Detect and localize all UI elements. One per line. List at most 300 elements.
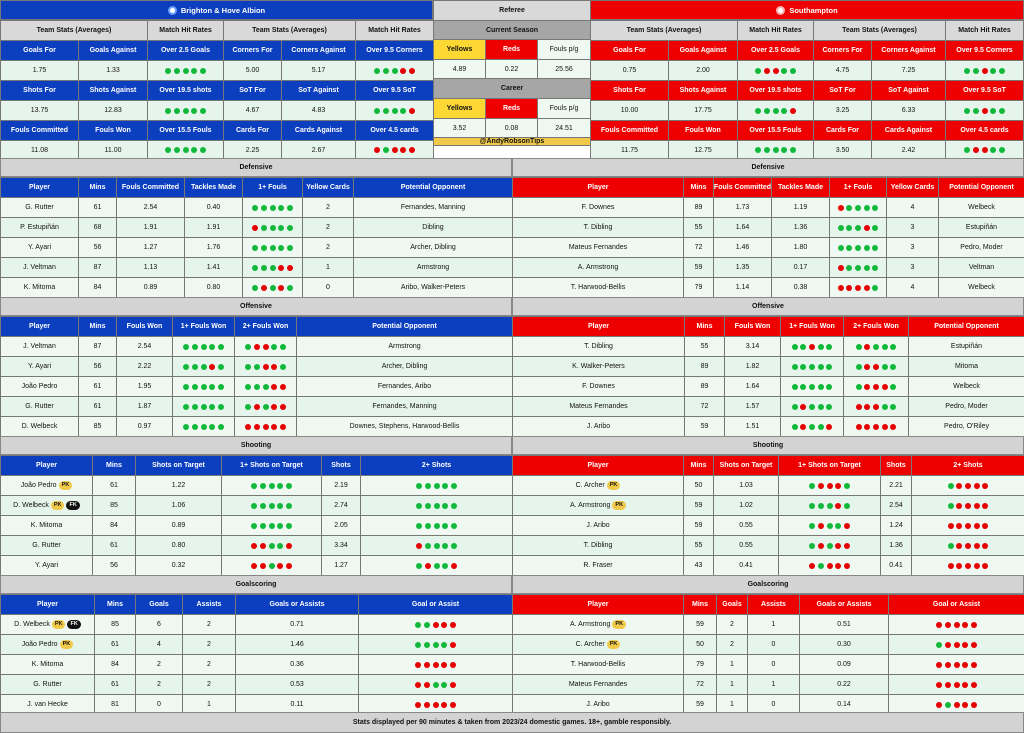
miss-dot-icon [971, 702, 977, 708]
column-header: Fouls Committed [714, 178, 772, 198]
hit-dot-icon [287, 225, 293, 231]
column-header: Fouls Committed [117, 178, 185, 198]
hit-dot-icon [252, 205, 258, 211]
column-header: Player [1, 595, 95, 615]
hit-dot-icon [855, 245, 861, 251]
stat-cell: 0 [748, 655, 800, 675]
home-offensive-section-title: Offensive [0, 297, 512, 316]
stat-cell: 59 [684, 496, 714, 516]
stat-cell: 1 [748, 675, 800, 695]
away-offensive-section-title: Offensive [512, 297, 1024, 316]
miss-dot-icon [441, 702, 447, 708]
hit-dot-icon [890, 364, 896, 370]
miss-dot-icon [245, 424, 251, 430]
hit-dot-icon [425, 523, 431, 529]
stat-value: 2.42 [872, 141, 946, 160]
hit-dot-icon [773, 147, 779, 153]
hit-dot-icon [873, 344, 879, 350]
column-header: Player [513, 178, 684, 198]
stat-cell: 1.91 [185, 218, 243, 238]
hit-dot-icon [451, 483, 457, 489]
hit-dot-icon [424, 622, 430, 628]
miss-dot-icon [844, 543, 850, 549]
player-name: G. Rutter [33, 681, 62, 688]
stat-cell: 72 [685, 397, 725, 417]
player-name: C. Archer [575, 482, 605, 489]
hit-dot-icon [790, 68, 796, 74]
referee-title: Referee [434, 1, 591, 21]
miss-dot-icon [974, 503, 980, 509]
stat-label: Shots Against [79, 81, 148, 101]
column-header: 2+ Fouls Won [844, 317, 909, 337]
hit-dot-icon [442, 563, 448, 569]
miss-dot-icon [974, 543, 980, 549]
player-name: João Pedro [20, 482, 57, 489]
miss-dot-icon [971, 642, 977, 648]
hit-dot-icon [263, 404, 269, 410]
column-header: Player [1, 178, 79, 198]
player-cell [1, 556, 93, 576]
stat-label: Goals Against [79, 41, 148, 61]
stats-header: Team Stats (Averages) [591, 21, 738, 41]
stat-cell: 50 [684, 635, 717, 655]
stat-cell: 1 [717, 675, 748, 695]
miss-dot-icon [809, 344, 815, 350]
stat-label: Fouls Won [669, 121, 738, 141]
home-defensive-section-title: Defensive [0, 158, 512, 177]
stats-header: Team Stats (Averages) [224, 21, 356, 41]
miss-dot-icon [982, 543, 988, 549]
stat-label: Corners For [814, 41, 872, 61]
miss-dot-icon [962, 642, 968, 648]
stat-cell [235, 377, 297, 397]
hit-dot-icon [251, 503, 257, 509]
hit-dot-icon [451, 503, 457, 509]
stat-cell: 0.97 [117, 417, 173, 437]
stat-cell: 1.19 [772, 198, 830, 218]
column-header: Mins [685, 317, 725, 337]
miss-dot-icon [271, 364, 277, 370]
stat-cell: 2.54 [881, 496, 912, 516]
hit-dot-icon [209, 424, 215, 430]
hit-dot-icon [826, 364, 832, 370]
stat-cell: 43 [684, 556, 714, 576]
stat-cell: 1.24 [881, 516, 912, 536]
hit-dot-icon [383, 108, 389, 114]
column-header: Shots on Target [714, 456, 779, 476]
miss-dot-icon [433, 662, 439, 668]
column-header: 2+ Shots [361, 456, 513, 476]
hit-dot-icon [864, 265, 870, 271]
miss-dot-icon [971, 662, 977, 668]
hit-dot-icon [827, 543, 833, 549]
stat-cell [361, 476, 513, 496]
stat-label: SoT For [814, 81, 872, 101]
hit-dot-icon [183, 364, 189, 370]
miss-dot-icon [400, 147, 406, 153]
hit-dot-icon [191, 108, 197, 114]
hit-dot-icon [260, 503, 266, 509]
stat-value: 4.83 [282, 101, 356, 121]
miss-dot-icon [451, 563, 457, 569]
player-cell [1, 496, 93, 516]
penalty-taker-badge: PK [607, 481, 621, 490]
stat-cell: 1.41 [185, 258, 243, 278]
hit-dot-icon [192, 364, 198, 370]
stat-cell [361, 556, 513, 576]
hit-dot-icon [424, 642, 430, 648]
miss-dot-icon [890, 424, 896, 430]
miss-dot-icon [260, 563, 266, 569]
stat-value: 2.25 [224, 141, 282, 160]
stat-cell: 1.36 [881, 536, 912, 556]
stat-cell: 81 [95, 695, 136, 715]
stat-label: Over 2.5 Goals [148, 41, 224, 61]
stat-label: Over 2.5 Goals [738, 41, 814, 61]
column-header: Shots on Target [136, 456, 222, 476]
hit-dot-icon [277, 503, 283, 509]
miss-dot-icon [818, 483, 824, 489]
stat-cell: 59 [684, 695, 717, 715]
hit-dot-icon [270, 225, 276, 231]
hit-dot-icon [254, 384, 260, 390]
miss-dot-icon [965, 523, 971, 529]
stat-cell: 84 [93, 516, 136, 536]
hit-dot-icon [174, 147, 180, 153]
hit-dot-icon [999, 108, 1005, 114]
player-name: J. van Hecke [27, 701, 68, 708]
stat-cell [222, 536, 322, 556]
miss-dot-icon [838, 265, 844, 271]
away-defensive-table [512, 177, 1024, 298]
miss-dot-icon [982, 483, 988, 489]
hit-dot-icon [261, 205, 267, 211]
hit-dot-icon [973, 108, 979, 114]
miss-dot-icon [954, 622, 960, 628]
hit-dot-icon [809, 523, 815, 529]
miss-dot-icon [409, 108, 415, 114]
hit-dot-icon [441, 682, 447, 688]
column-header: 1+ Fouls Won [173, 317, 235, 337]
hit-dot-icon [400, 108, 406, 114]
hit-dot-icon [882, 364, 888, 370]
hit-dot-icon [809, 384, 815, 390]
stat-cell: 1.22 [136, 476, 222, 496]
stat-cell: 61 [79, 397, 117, 417]
hit-dot-icon [872, 225, 878, 231]
stat-cell: 1.46 [714, 238, 772, 258]
stat-cell: 2 [303, 218, 354, 238]
hit-dot-icon [826, 404, 832, 410]
stat-value [148, 101, 224, 121]
miss-dot-icon [873, 384, 879, 390]
hit-dot-icon [451, 523, 457, 529]
miss-dot-icon [838, 205, 844, 211]
hit-dot-icon [792, 364, 798, 370]
stat-cell: 0 [748, 635, 800, 655]
stat-label: Goals Against [669, 41, 738, 61]
stat-cell [889, 635, 1024, 655]
stat-cell: 1.73 [714, 198, 772, 218]
stat-value: 11.75 [591, 141, 669, 160]
miss-dot-icon [882, 424, 888, 430]
miss-dot-icon [971, 682, 977, 688]
column-header: Goals or Assists [236, 595, 359, 615]
miss-dot-icon [254, 404, 260, 410]
miss-dot-icon [818, 523, 824, 529]
stat-cell: 1.14 [714, 278, 772, 298]
stat-label: SoT Against [282, 81, 356, 101]
hit-dot-icon [277, 483, 283, 489]
player-cell [1, 615, 95, 635]
player-cell: T. Dibling [513, 337, 685, 357]
player-cell: G. Rutter [1, 397, 79, 417]
stat-value: 7.25 [872, 61, 946, 81]
stat-cell: 3 [887, 218, 939, 238]
hit-dot-icon [383, 68, 389, 74]
miss-dot-icon [209, 364, 215, 370]
stat-cell [912, 536, 1024, 556]
stat-cell [912, 496, 1024, 516]
miss-dot-icon [835, 563, 841, 569]
stat-cell: 89 [684, 198, 714, 218]
stat-cell [243, 198, 303, 218]
stat-cell [889, 655, 1024, 675]
stat-label: Over 19.5 shots [148, 81, 224, 101]
stat-value: 12.75 [669, 141, 738, 160]
hit-dot-icon [792, 424, 798, 430]
hit-dot-icon [269, 563, 275, 569]
stat-cell: 0 [303, 278, 354, 298]
stat-cell: 55 [684, 218, 714, 238]
hit-dot-icon [846, 205, 852, 211]
player-cell: João Pedro [1, 377, 79, 397]
hit-dot-icon [890, 344, 896, 350]
home-offensive-table [0, 316, 513, 437]
miss-dot-icon [415, 682, 421, 688]
hit-dot-icon [183, 344, 189, 350]
player-cell: J. Veltman [1, 258, 79, 278]
hit-dot-icon [183, 404, 189, 410]
miss-dot-icon [800, 424, 806, 430]
stat-value: 12.83 [79, 101, 148, 121]
fouls-header: Fouls p/g [538, 99, 591, 119]
hit-dot-icon [286, 483, 292, 489]
stat-cell: Downes, Stephens, Harwood-Bellis [297, 417, 513, 437]
hit-dot-icon [192, 344, 198, 350]
stat-label: Over 19.5 shots [738, 81, 814, 101]
away-shooting-table [512, 455, 1024, 576]
stat-label: Shots For [1, 81, 79, 101]
miss-dot-icon [415, 702, 421, 708]
stat-value [738, 61, 814, 81]
stat-cell: 2 [303, 238, 354, 258]
hit-dot-icon [252, 265, 258, 271]
stat-cell: 0.80 [185, 278, 243, 298]
away-team-title [590, 0, 1024, 20]
stat-cell: 0.38 [772, 278, 830, 298]
stat-label: Corners For [224, 41, 282, 61]
miss-dot-icon [280, 404, 286, 410]
hit-dot-icon [200, 68, 206, 74]
miss-dot-icon [971, 622, 977, 628]
miss-dot-icon [974, 523, 980, 529]
miss-dot-icon [441, 622, 447, 628]
stat-value: 5.00 [224, 61, 282, 81]
stats-header: Match Hit Rates [738, 21, 814, 41]
hit-dot-icon [270, 285, 276, 291]
miss-dot-icon [809, 563, 815, 569]
hit-dot-icon [855, 265, 861, 271]
hit-dot-icon [872, 205, 878, 211]
stat-cell: Archer, Dibling [297, 357, 513, 377]
miss-dot-icon [409, 68, 415, 74]
hit-dot-icon [936, 642, 942, 648]
miss-dot-icon [400, 68, 406, 74]
stat-cell [243, 218, 303, 238]
hit-dot-icon [827, 503, 833, 509]
column-header: Goal or Assist [359, 595, 513, 615]
stat-cell [243, 258, 303, 278]
stat-cell [781, 377, 844, 397]
stat-cell [173, 417, 235, 437]
column-header: Goal or Assist [889, 595, 1024, 615]
stat-cell: 4 [887, 198, 939, 218]
player-name: João Pedro [21, 641, 58, 648]
stat-value [356, 101, 434, 121]
referee-current-value: 4.89 [434, 60, 486, 79]
stat-cell: 3.14 [725, 337, 781, 357]
free-kick-taker-badge: FK [66, 501, 79, 510]
miss-dot-icon [856, 404, 862, 410]
hit-dot-icon [441, 642, 447, 648]
hit-dot-icon [183, 424, 189, 430]
stat-label: Over 15.5 Fouls [148, 121, 224, 141]
stat-label: Cards For [224, 121, 282, 141]
miss-dot-icon [450, 662, 456, 668]
hit-dot-icon [948, 483, 954, 489]
stat-cell: 61 [93, 476, 136, 496]
footer-note: Stats displayed per 90 minutes & taken from 2023/24 domestic games. 18+, gamble responsibly. [0, 712, 1024, 733]
player-cell: K. Walker-Peters [513, 357, 685, 377]
column-header: Player [513, 456, 684, 476]
column-header: 2+ Fouls Won [235, 317, 297, 337]
stat-cell: 1.13 [117, 258, 185, 278]
away-team-name: Southampton [789, 5, 838, 15]
stat-cell: 1.95 [117, 377, 173, 397]
stat-cell: Archer, Dibling [354, 238, 513, 258]
column-header: Yellow Cards [887, 178, 939, 198]
miss-dot-icon [954, 682, 960, 688]
stat-cell: 89 [685, 357, 725, 377]
hit-dot-icon [200, 147, 206, 153]
stat-cell: 0.09 [800, 655, 889, 675]
miss-dot-icon [433, 622, 439, 628]
miss-dot-icon [873, 424, 879, 430]
miss-dot-icon [433, 702, 439, 708]
career-label: Career [434, 79, 591, 99]
stat-cell: 79 [684, 278, 714, 298]
stat-cell: Aribo, Walker-Peters [354, 278, 513, 298]
stats-header: Team Stats (Averages) [814, 21, 946, 41]
stat-cell: Pedro, Moder [939, 238, 1024, 258]
stat-cell: 2 [136, 675, 183, 695]
miss-dot-icon [415, 662, 421, 668]
hit-dot-icon [270, 205, 276, 211]
hit-dot-icon [434, 563, 440, 569]
stat-cell [912, 476, 1024, 496]
miss-dot-icon [956, 523, 962, 529]
column-header: Player [1, 317, 79, 337]
stat-value [356, 61, 434, 81]
stat-value: 11.08 [1, 141, 79, 160]
hit-dot-icon [818, 364, 824, 370]
stat-cell: 2.74 [322, 496, 361, 516]
miss-dot-icon [982, 108, 988, 114]
hit-dot-icon [999, 147, 1005, 153]
miss-dot-icon [254, 424, 260, 430]
miss-dot-icon [286, 563, 292, 569]
hit-dot-icon [846, 225, 852, 231]
stat-value: 1.75 [1, 61, 79, 81]
stat-cell: 87 [79, 258, 117, 278]
stat-cell: 1.64 [725, 377, 781, 397]
stat-label: Corners Against [282, 41, 356, 61]
hit-dot-icon [183, 147, 189, 153]
column-header: Goals or Assists [800, 595, 889, 615]
miss-dot-icon [965, 503, 971, 509]
miss-dot-icon [827, 563, 833, 569]
miss-dot-icon [948, 523, 954, 529]
stats-header: Match Hit Rates [356, 21, 434, 41]
column-header: 1+ Shots on Target [222, 456, 322, 476]
stat-cell: Pedro, Moder [909, 397, 1024, 417]
stat-cell [235, 417, 297, 437]
miss-dot-icon [280, 384, 286, 390]
hit-dot-icon [269, 523, 275, 529]
miss-dot-icon [855, 285, 861, 291]
hit-dot-icon [269, 543, 275, 549]
miss-dot-icon [965, 483, 971, 489]
stat-cell: 3 [887, 258, 939, 278]
player-cell: Y. Ayari [1, 238, 79, 258]
free-kick-taker-badge: FK [67, 620, 80, 629]
hit-dot-icon [174, 68, 180, 74]
hit-dot-icon [800, 364, 806, 370]
miss-dot-icon [936, 682, 942, 688]
hit-dot-icon [245, 384, 251, 390]
column-header: Assists [183, 595, 236, 615]
stat-cell: 59 [685, 417, 725, 437]
hit-dot-icon [964, 68, 970, 74]
stat-cell: 1 [748, 615, 800, 635]
player-name: Mateus Fernandes [568, 681, 628, 688]
stat-cell [359, 655, 513, 675]
stat-value: 17.75 [669, 101, 738, 121]
player-cell [1, 655, 95, 675]
column-header: Player [1, 456, 93, 476]
stat-label: Over 9.5 Corners [946, 41, 1024, 61]
yellows-header: Yellows [434, 40, 486, 60]
stat-cell: 2.05 [322, 516, 361, 536]
miss-dot-icon [263, 344, 269, 350]
hit-dot-icon [973, 68, 979, 74]
stat-cell [781, 357, 844, 377]
stat-cell: 0.55 [714, 516, 779, 536]
stat-label: Over 9.5 SoT [356, 81, 434, 101]
column-header: Fouls Won [117, 317, 173, 337]
stat-label: Over 9.5 Corners [356, 41, 434, 61]
